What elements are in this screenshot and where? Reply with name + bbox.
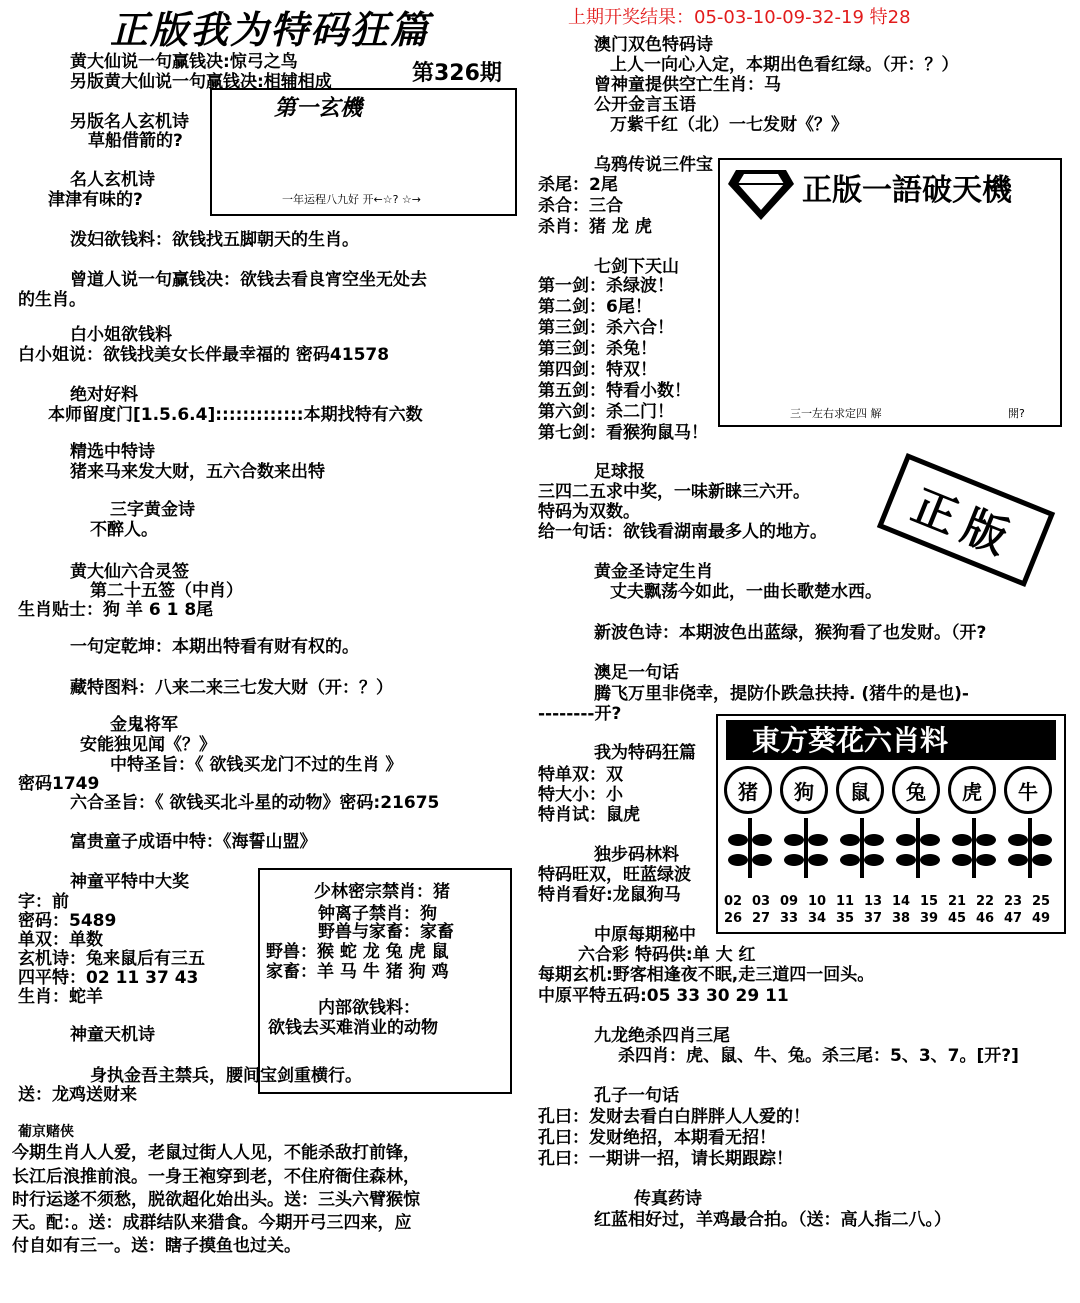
- right-line: 第一剑：杀绿波！: [538, 276, 674, 296]
- lotto-number: 47: [1004, 911, 1023, 926]
- sunflower-box: [716, 714, 1066, 934]
- lotto-number: 39: [920, 911, 939, 926]
- right-line: 乌鸦传说三件宝: [594, 155, 713, 175]
- left-line: 密码1749: [18, 774, 100, 794]
- right-line: 第四剑：特双！: [538, 360, 657, 380]
- sunflower-title: 東方葵花六肖料: [752, 724, 949, 757]
- left-line: 的生肖。: [18, 290, 86, 310]
- left-line: 草船借箭的?: [88, 131, 183, 151]
- left-line: 猪来马来发大财，五六合数来出特: [70, 462, 325, 482]
- issue-number: 第326期: [412, 61, 502, 86]
- right-line: 黄金圣诗定生肖: [594, 562, 713, 582]
- lotto-number: 21: [948, 894, 967, 909]
- genuine-stamp: [877, 453, 1055, 587]
- right-line: --------开?: [538, 704, 622, 724]
- genuine-stamp-text: 正版: [904, 480, 1024, 569]
- left-line: 天。配：。送：成群结队来猎食。今期开弓三四来，应: [12, 1213, 412, 1233]
- zodiac-badge: 鼠: [836, 766, 884, 814]
- right-line: 特码为双数。: [538, 502, 640, 522]
- lotto-number: 35: [836, 911, 855, 926]
- box2-line: 野兽与家畜：家畜: [318, 922, 454, 942]
- right-line: 孔曰：发财绝招，本期看无招！: [538, 1128, 776, 1148]
- right-line: 每期玄机:野客相逢夜不眠,走三道四一回头。: [538, 965, 875, 985]
- right-line: 第七剑：看猴狗鼠马！: [538, 423, 708, 443]
- right-line: 曾神童提供空亡生肖：马: [594, 75, 781, 95]
- right-line: 腾飞万里非侥幸，提防仆跌急扶持. (猪牛的是也)-: [594, 684, 969, 704]
- left-line: 曾道人说一句赢钱决：欲钱去看良宵空坐无处去: [70, 270, 427, 290]
- zodiac-badge: 兔: [892, 766, 940, 814]
- lotto-number: 46: [976, 911, 995, 926]
- right-line: 孔曰：发财去看白白胖胖人人爱的！: [538, 1107, 810, 1127]
- right-line: 独步码林料: [594, 845, 679, 865]
- left-line: 生肖贴士：狗 羊 6 1 8尾: [18, 600, 214, 620]
- lotto-number: 02: [724, 894, 743, 909]
- last-result: 上期开奖结果：05-03-10-09-32-19 特28: [568, 7, 911, 28]
- right-line: 杀合：三合: [538, 196, 623, 216]
- left-line: 白小姐欲钱料: [70, 325, 172, 345]
- left-line: 不醉人。: [90, 520, 158, 540]
- right-line: 杀尾：2尾: [538, 175, 618, 195]
- box2-line: 欲钱去买难消业的动物: [268, 1018, 438, 1038]
- box2-line: 钟离子禁肖：狗: [318, 904, 437, 924]
- right-line: 丈夫飘荡今如此，一曲长歌楚水西。: [610, 582, 882, 602]
- left-line: 身执金吾主禁兵，腰间宝剑重横行。: [90, 1066, 362, 1086]
- lotto-number: 27: [752, 911, 771, 926]
- lotto-number: 03: [752, 894, 771, 909]
- left-line: 安能独见闻《？》: [80, 735, 216, 755]
- left-line: 黄大仙六合灵签: [70, 562, 189, 582]
- right-line: 中原平特五码:05 33 30 29 11: [538, 986, 789, 1006]
- lotto-number: 11: [836, 894, 855, 909]
- first-mystery-footer: 一年运程八九好 开←☆? ☆→: [282, 193, 421, 206]
- left-line: 另版黄大仙说一句赢钱决:相辅相成: [70, 72, 332, 92]
- one-word-footer-right: 開?: [1008, 407, 1025, 420]
- one-word-footer-left: 三一左右求定四 解: [790, 407, 882, 420]
- left-line: 玄机诗：兔来鼠后有三五: [18, 949, 205, 969]
- right-line: 杀肖：猪 龙 虎: [538, 217, 652, 237]
- left-line: 三字黄金诗: [110, 500, 195, 520]
- left-line: 单双：单数: [18, 930, 103, 950]
- left-line: 中特圣旨：《 欲钱买龙门不过的生肖 》: [110, 755, 403, 775]
- one-word-title: 正版一語破天機: [802, 173, 1012, 208]
- right-line: 红蓝相好过，羊鸡最合拍。（送：高人指二八。）: [594, 1210, 951, 1230]
- lotto-number: 34: [808, 911, 827, 926]
- left-line: 字：前: [18, 892, 69, 912]
- lotto-number: 26: [724, 911, 743, 926]
- zodiac-badge: 牛: [1004, 766, 1052, 814]
- left-line: 六合圣旨：《 欲钱买北斗星的动物》密码:21675: [70, 793, 440, 813]
- diamond-icon: [726, 166, 796, 222]
- zodiac-badge: 狗: [780, 766, 828, 814]
- left-line: 富贵童子成语中特：《海誓山盟》: [70, 832, 317, 852]
- left-line: 黄大仙说一句赢钱决:惊弓之鸟: [70, 52, 298, 72]
- left-line: 本师留度门[1.5.6.4]:::::::::::::本期找特有六数: [48, 405, 423, 425]
- right-line: 六合彩 特码供:单 大 红: [578, 945, 756, 965]
- right-line: 杀四肖：虎、鼠、牛、兔。杀三尾：5、3、7。[开?]: [618, 1046, 1019, 1066]
- left-line: 泼妇欲钱料：欲钱找五脚朝天的生肖。: [70, 230, 359, 250]
- lotto-number: 33: [780, 911, 799, 926]
- sunflower-stems-icon: [720, 818, 1060, 888]
- right-line: 传真药诗: [634, 1189, 702, 1209]
- lotto-number: 09: [780, 894, 799, 909]
- left-line: 密码：5489: [18, 911, 117, 931]
- zodiac-badge: 猪: [724, 766, 772, 814]
- left-line: 第二十五签（中肖）: [90, 581, 243, 601]
- right-line: 三四二五求中奖，一味新睐三六开。: [538, 482, 810, 502]
- left-line: 绝对好料: [70, 385, 138, 405]
- lotto-number: 22: [976, 894, 995, 909]
- right-line: 第二剑：6尾！: [538, 297, 652, 317]
- box2-line: 内部欲钱料：: [318, 998, 420, 1018]
- box2-line: 家畜：羊 马 牛 猪 狗 鸡: [266, 962, 449, 982]
- right-line: 第三剑：杀兔！: [538, 339, 657, 359]
- right-line: 澳门双色特码诗: [594, 35, 713, 55]
- zodiac-badge: 虎: [948, 766, 996, 814]
- left-line: 四平特：02 11 37 43: [18, 968, 199, 988]
- one-word-box: [718, 158, 1062, 427]
- left-line: 生肖：蛇羊: [18, 987, 103, 1007]
- right-line: 第五剑：特看小数！: [538, 381, 691, 401]
- right-line: 七剑下天山: [594, 257, 679, 277]
- left-line: 葡京赌侠: [18, 1124, 74, 1140]
- page-title: 正版我为特码狂篇: [110, 8, 431, 52]
- lotto-number: 25: [1032, 894, 1051, 909]
- left-line: 时行运遂不须愁，脱欲超化始出头。送：三头六臂猴惊: [12, 1190, 420, 1210]
- first-mystery-box: [210, 88, 517, 216]
- left-line: 付自如有三一。送：瞎子摸鱼也过关。: [12, 1236, 301, 1256]
- first-mystery-title: 第一玄機: [274, 96, 363, 121]
- lotto-number: 14: [892, 894, 911, 909]
- left-line: 精选中特诗: [70, 442, 155, 462]
- left-line: 长江后浪推前浪。一身王袍穿到老，不住府衙住森林，: [12, 1167, 420, 1187]
- right-line: 孔子一句话: [594, 1086, 679, 1106]
- lotto-number: 13: [864, 894, 883, 909]
- left-line: 另版名人玄机诗: [70, 112, 189, 132]
- box2-line: 野兽：猴 蛇 龙 兔 虎 鼠: [266, 942, 449, 962]
- left-line: 神童平特中大奖: [70, 872, 189, 892]
- lotto-number: 37: [864, 911, 883, 926]
- shaolin-box: [258, 868, 512, 1094]
- lotto-number: 38: [892, 911, 911, 926]
- right-line: 特单双：双: [538, 765, 623, 785]
- right-line: 孔曰：一期讲一招，请长期跟踪！: [538, 1149, 793, 1169]
- right-line: 足球报: [594, 462, 645, 482]
- right-line: 特大小：小: [538, 785, 623, 805]
- right-line: 新波色诗：本期波色出蓝绿，猴狗看了也发财。（开?: [594, 623, 987, 643]
- lotto-number: 45: [948, 911, 967, 926]
- left-line: 金鬼将军: [110, 715, 178, 735]
- right-line: 澳足一句话: [594, 663, 679, 683]
- left-line: 白小姐说：欲钱找美女长伴最幸福的 密码41578: [18, 345, 390, 365]
- right-line: 第三剑：杀六合！: [538, 318, 674, 338]
- right-line: 特肖试：鼠虎: [538, 805, 640, 825]
- left-line: 津津有味的?: [48, 190, 143, 210]
- right-line: 万紫千红（北）一七发财《？》: [610, 115, 848, 135]
- lotto-number: 23: [1004, 894, 1023, 909]
- left-line: 今期生肖人人爱，老鼠过街人人见，不能杀敌打前锋，: [12, 1143, 420, 1163]
- right-line: 给一句话：欲钱看湖南最多人的地方。: [538, 522, 827, 542]
- left-line: 送：龙鸡送财来: [18, 1085, 137, 1105]
- right-line: 九龙绝杀四肖三尾: [594, 1026, 730, 1046]
- right-line: 上人一向心入定，本期出色看红绿。（开：？）: [610, 55, 959, 75]
- lotto-number: 10: [808, 894, 827, 909]
- lotto-number: 49: [1032, 911, 1051, 926]
- left-line: 藏特图料：八来二来三七发大财（开：？）: [70, 678, 393, 698]
- right-line: 第六剑：杀二门！: [538, 402, 674, 422]
- right-line: 特码旺双，旺蓝绿波: [538, 865, 691, 885]
- box2-line: 少林密宗禁肖：猪: [314, 882, 450, 902]
- right-line: 特肖看好:龙鼠狗马: [538, 885, 681, 905]
- lotto-number: 15: [920, 894, 939, 909]
- right-line: 我为特码狂篇: [594, 743, 696, 763]
- left-line: 名人玄机诗: [70, 170, 155, 190]
- left-line: 神童天机诗: [70, 1025, 155, 1045]
- right-line: 公开金言玉语: [594, 95, 696, 115]
- right-line: 中原每期秘中: [594, 925, 696, 945]
- left-line: 一句定乾坤：本期出特看有财有权的。: [70, 637, 359, 657]
